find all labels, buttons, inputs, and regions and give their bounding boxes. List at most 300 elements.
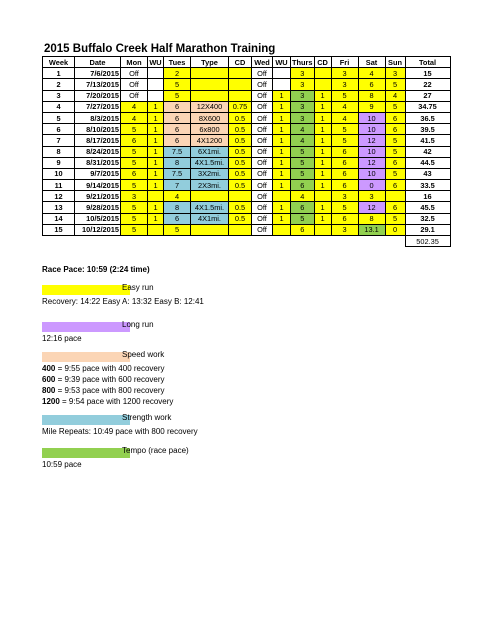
table-cell: 4X1mi. (191, 213, 229, 224)
column-header: Type (191, 57, 229, 68)
table-cell: 1 (148, 101, 164, 112)
table-cell: 6 (164, 112, 191, 123)
table-cell: 7/13/2015 (75, 79, 121, 90)
table-cell: Off (252, 213, 273, 224)
table-cell: 3 (121, 191, 148, 202)
table-cell: Off (252, 224, 273, 235)
table-cell: 4 (358, 68, 385, 79)
table-cell: 8 (358, 213, 385, 224)
table-cell: 9/7/2015 (75, 168, 121, 179)
table-row (43, 112, 451, 123)
table-cell: 6 (385, 202, 405, 213)
grand-total-row (43, 236, 451, 247)
table-cell: 5 (121, 124, 148, 135)
column-header: Total (405, 57, 450, 68)
column-header: Tues (164, 57, 191, 68)
table-cell: 12 (358, 135, 385, 146)
table-cell: 5 (331, 202, 358, 213)
table-cell: 41.5 (405, 135, 450, 146)
table-cell: 9/21/2015 (75, 191, 121, 202)
table-cell: 1 (273, 157, 291, 168)
description-text: = 9:39 pace with 600 recovery (55, 375, 165, 384)
table-cell (229, 79, 252, 90)
table-cell: 9/14/2015 (75, 180, 121, 191)
column-header: Date (75, 57, 121, 68)
table-cell: 2 (43, 79, 75, 90)
table-cell: 1 (148, 168, 164, 179)
table-cell (191, 224, 229, 235)
table-cell: 8 (164, 157, 191, 168)
table-cell: 5 (121, 213, 148, 224)
table-cell: Off (252, 79, 273, 90)
table-cell: 5 (385, 135, 405, 146)
empty-cell (164, 236, 191, 247)
table-cell (314, 79, 331, 90)
empty-cell (121, 236, 148, 247)
table-cell: 1 (148, 180, 164, 191)
description-text: = 9:53 pace with 800 recovery (55, 386, 165, 395)
table-cell: Off (252, 90, 273, 101)
table-cell: 5 (164, 90, 191, 101)
table-cell: 1 (148, 213, 164, 224)
table-row (43, 124, 451, 135)
legend-description (42, 396, 173, 407)
table-cell: 10 (358, 146, 385, 157)
empty-cell (75, 236, 121, 247)
table-cell: 32.5 (405, 213, 450, 224)
table-cell: 9 (358, 101, 385, 112)
table-cell: 1 (273, 202, 291, 213)
legend-swatch-strength (42, 415, 130, 425)
description-text: Recovery: 14:22 Easy A: 13:32 Easy B: 12:41 (42, 297, 204, 306)
table-cell: 0.5 (229, 213, 252, 224)
table-cell: 6 (358, 79, 385, 90)
table-cell: 27 (405, 90, 450, 101)
table-cell (148, 79, 164, 90)
table-cell: Off (252, 68, 273, 79)
table-cell: 6 (164, 101, 191, 112)
table-cell (148, 90, 164, 101)
table-row (43, 213, 451, 224)
table-cell: 3 (291, 90, 315, 101)
distance-label: 400 (42, 364, 56, 373)
table-cell: 7/6/2015 (75, 68, 121, 79)
table-cell: 4 (121, 101, 148, 112)
table-cell: 11 (43, 180, 75, 191)
legend-description (42, 296, 204, 307)
table-cell: 7.5 (164, 168, 191, 179)
table-cell: 16 (405, 191, 450, 202)
table-cell (148, 191, 164, 202)
empty-cell (385, 236, 405, 247)
table-row (43, 79, 451, 90)
table-cell: 9/28/2015 (75, 202, 121, 213)
table-row (43, 224, 451, 235)
table-cell: 6 (331, 180, 358, 191)
table-cell: 4X1.5mi. (191, 157, 229, 168)
table-cell (148, 224, 164, 235)
table-cell: 14 (43, 213, 75, 224)
table-cell: 1 (314, 90, 331, 101)
table-cell: 3 (291, 101, 315, 112)
table-cell: 6 (385, 124, 405, 135)
table-cell: 4 (43, 101, 75, 112)
description-text: 10:59 pace (42, 460, 82, 469)
table-cell: 3 (43, 90, 75, 101)
table-cell: 5 (291, 157, 315, 168)
legend-label-long: Long run (122, 320, 154, 329)
table-cell (229, 224, 252, 235)
table-cell: 0 (358, 180, 385, 191)
table-cell: 12X400 (191, 101, 229, 112)
table-cell (148, 68, 164, 79)
empty-cell (331, 236, 358, 247)
table-cell: 0.5 (229, 168, 252, 179)
distance-label: 1200 (42, 397, 60, 406)
table-cell: 5 (385, 146, 405, 157)
table-cell: Off (252, 157, 273, 168)
table-cell: 6 (291, 180, 315, 191)
table-cell (385, 191, 405, 202)
table-cell (229, 191, 252, 202)
table-cell: 1 (43, 68, 75, 79)
table-cell: 4 (121, 112, 148, 123)
table-cell: 1 (314, 101, 331, 112)
table-cell: 4 (291, 191, 315, 202)
table-cell: 6 (331, 157, 358, 168)
table-cell: 7.5 (164, 146, 191, 157)
table-cell: 0 (385, 224, 405, 235)
empty-cell (229, 236, 252, 247)
table-cell: 10/5/2015 (75, 213, 121, 224)
table-cell (314, 68, 331, 79)
table-cell: 6 (164, 135, 191, 146)
table-cell: 1 (314, 202, 331, 213)
table-cell: 7 (43, 135, 75, 146)
table-cell: 36.5 (405, 112, 450, 123)
table-cell: 29.1 (405, 224, 450, 235)
table-cell: 10 (358, 168, 385, 179)
table-cell (191, 68, 229, 79)
table-cell: 1 (314, 168, 331, 179)
table-cell (191, 90, 229, 101)
table-cell: 4X1200 (191, 135, 229, 146)
table-cell: 1 (148, 202, 164, 213)
table-cell: 4 (331, 112, 358, 123)
table-cell: 1 (314, 146, 331, 157)
description-text: = 9:54 pace with 1200 recovery (59, 397, 174, 406)
table-cell: 13 (43, 202, 75, 213)
column-header: Fri (331, 57, 358, 68)
table-cell (191, 191, 229, 202)
table-cell: 0.5 (229, 202, 252, 213)
description-text: 12:16 pace (42, 334, 82, 343)
grand-total: 502.35 (405, 236, 450, 247)
table-row (43, 68, 451, 79)
table-cell: 6 (43, 124, 75, 135)
table-cell: 5 (121, 202, 148, 213)
table-cell: 0.5 (229, 112, 252, 123)
table-cell: 3 (331, 68, 358, 79)
table-cell: 5 (164, 224, 191, 235)
table-cell: 8/24/2015 (75, 146, 121, 157)
table-cell (314, 191, 331, 202)
table-cell: 8 (358, 90, 385, 101)
table-cell: Off (252, 191, 273, 202)
table-cell: 1 (148, 135, 164, 146)
table-cell: 6 (164, 213, 191, 224)
table-cell: 5 (331, 90, 358, 101)
table-cell (273, 191, 291, 202)
table-cell: Off (252, 180, 273, 191)
legend-description (42, 363, 165, 374)
table-cell: 13.1 (358, 224, 385, 235)
empty-cell (252, 236, 273, 247)
table-cell (273, 68, 291, 79)
race-pace: Race Pace: 10:59 (2:24 time) (42, 265, 150, 274)
table-cell: 8/17/2015 (75, 135, 121, 146)
table-cell: 1 (314, 135, 331, 146)
table-cell: 5 (385, 213, 405, 224)
empty-cell (273, 236, 291, 247)
table-cell: 12 (43, 191, 75, 202)
table-cell: 1 (273, 168, 291, 179)
page-title: 2015 Buffalo Creek Half Marathon Training (44, 43, 276, 55)
legend-swatch-tempo (42, 448, 130, 458)
legend-label-tempo: Tempo (race pace) (122, 446, 189, 455)
table-cell (191, 79, 229, 90)
table-cell: 10 (358, 124, 385, 135)
empty-cell (314, 236, 331, 247)
table-row (43, 146, 451, 157)
table-cell: 6 (121, 135, 148, 146)
table-cell: 3 (331, 79, 358, 90)
table-cell: 4 (164, 191, 191, 202)
table-cell: 1 (148, 124, 164, 135)
table-cell: 34.75 (405, 101, 450, 112)
training-table (42, 56, 451, 247)
table-cell: 1 (273, 101, 291, 112)
table-cell: 6 (291, 202, 315, 213)
column-header: Sun (385, 57, 405, 68)
table-cell: Off (121, 68, 148, 79)
legend-label-easy: Easy run (122, 283, 154, 292)
table-cell: 12 (358, 202, 385, 213)
table-cell: 10/12/2015 (75, 224, 121, 235)
table-cell: 6 (385, 112, 405, 123)
table-cell: 44.5 (405, 157, 450, 168)
column-header: Thurs (292, 57, 313, 67)
column-header: CD (314, 57, 331, 68)
empty-cell (291, 236, 315, 247)
table-cell: 5 (385, 79, 405, 90)
table-cell: Off (252, 202, 273, 213)
table-row (43, 135, 451, 146)
table-cell: 8X600 (191, 112, 229, 123)
table-cell: 45.5 (405, 202, 450, 213)
legend-description (42, 426, 198, 437)
table-cell: 43 (405, 168, 450, 179)
table-cell: Off (252, 112, 273, 123)
legend-swatch-speed (42, 352, 130, 362)
table-cell: Off (252, 101, 273, 112)
description-text: = 9:55 pace with 400 recovery (55, 364, 165, 373)
table-cell (229, 90, 252, 101)
column-header: Mon (121, 57, 148, 68)
table-cell: 6 (291, 224, 315, 235)
legend-description (42, 385, 165, 396)
table-cell: 6 (331, 146, 358, 157)
table-cell: 1 (273, 213, 291, 224)
table-cell: 7 (164, 180, 191, 191)
column-header: Sat (358, 57, 385, 68)
legend-swatch-long (42, 322, 130, 332)
table-cell: 0.5 (229, 146, 252, 157)
table-cell: Off (252, 124, 273, 135)
table-cell: 5 (121, 224, 148, 235)
table-row (43, 191, 451, 202)
description-text: Mile Repeats: 10:49 pace with 800 recovery (42, 427, 198, 436)
table-row (43, 101, 451, 112)
table-cell: 8/3/2015 (75, 112, 121, 123)
table-cell: 5 (121, 146, 148, 157)
table-cell: 5 (385, 101, 405, 112)
empty-cell (148, 236, 164, 247)
table-cell: 0.5 (229, 124, 252, 135)
table-cell: 3X2mi. (191, 168, 229, 179)
table-cell: 3 (291, 112, 315, 123)
table-cell: 0.75 (229, 101, 252, 112)
table-cell: 1 (314, 180, 331, 191)
table-cell: 33.5 (405, 180, 450, 191)
table-cell: 3 (358, 191, 385, 202)
table-cell: 8/10/2015 (75, 124, 121, 135)
table-cell: 6 (164, 124, 191, 135)
column-header: Week (43, 57, 75, 68)
table-cell: 6X1mi. (191, 146, 229, 157)
table-header-row (43, 57, 451, 68)
table-cell: 8/31/2015 (75, 157, 121, 168)
distance-label: 600 (42, 375, 56, 384)
table-cell: 3 (385, 68, 405, 79)
table-cell: 9 (43, 157, 75, 168)
table-cell: 4 (291, 124, 315, 135)
distance-label: 800 (42, 386, 56, 395)
table-cell: 6x800 (191, 124, 229, 135)
table-cell: 12 (358, 157, 385, 168)
table-cell: 6 (331, 213, 358, 224)
table-cell: 4 (331, 101, 358, 112)
table-row (43, 168, 451, 179)
table-cell: 5 (291, 146, 315, 157)
table-cell: 8 (43, 146, 75, 157)
table-cell: 6 (385, 180, 405, 191)
table-cell: 1 (273, 112, 291, 123)
table-row (43, 157, 451, 168)
empty-cell (191, 236, 229, 247)
table-cell: 1 (273, 124, 291, 135)
column-header: CD (229, 57, 252, 68)
legend-description (42, 459, 82, 470)
table-cell: 7/27/2015 (75, 101, 121, 112)
table-cell: 5 (291, 168, 315, 179)
table-cell: 22 (405, 79, 450, 90)
table-cell (229, 68, 252, 79)
table-cell: 10 (358, 112, 385, 123)
table-cell: 5 (121, 157, 148, 168)
table-cell: 0.5 (229, 180, 252, 191)
table-cell: 1 (273, 90, 291, 101)
table-cell: 5 (385, 168, 405, 179)
table-cell: 5 (43, 112, 75, 123)
legend-description (42, 333, 82, 344)
table-cell: 1 (314, 157, 331, 168)
table-cell: 10 (43, 168, 75, 179)
table-cell: 15 (405, 68, 450, 79)
table-cell: 5 (164, 79, 191, 90)
table-cell: 4 (385, 90, 405, 101)
table-cell: Off (252, 146, 273, 157)
table-cell: 6 (385, 157, 405, 168)
table-cell: Off (252, 168, 273, 179)
table-cell: 2 (164, 68, 191, 79)
column-header: WU (149, 57, 162, 67)
table-cell: 7/20/2015 (75, 90, 121, 101)
table-cell: 1 (273, 135, 291, 146)
table-cell: 8 (164, 202, 191, 213)
table-cell: 15 (43, 224, 75, 235)
table-cell: 1 (273, 146, 291, 157)
table-cell: 1 (148, 112, 164, 123)
table-cell: 5 (331, 135, 358, 146)
table-cell: 6 (331, 168, 358, 179)
legend-label-strength: Strength work (122, 413, 172, 422)
legend-description (42, 374, 165, 385)
empty-cell (43, 236, 75, 247)
table-cell: 1 (148, 146, 164, 157)
table-cell: 0.5 (229, 157, 252, 168)
legend-label-speed: Speed work (122, 350, 165, 359)
table-row (43, 90, 451, 101)
table-cell: 1 (314, 124, 331, 135)
table-cell: 0.5 (229, 135, 252, 146)
empty-cell (358, 236, 385, 247)
table-cell: 5 (331, 124, 358, 135)
table-cell: 3 (291, 79, 315, 90)
table-cell: 5 (121, 180, 148, 191)
table-cell (314, 224, 331, 235)
table-cell: 3 (291, 68, 315, 79)
table-cell: Off (121, 79, 148, 90)
table-cell: 1 (314, 213, 331, 224)
table-cell: 1 (314, 112, 331, 123)
table-cell (273, 79, 291, 90)
table-cell: Off (121, 90, 148, 101)
table-row (43, 180, 451, 191)
table-cell: 3 (331, 191, 358, 202)
table-cell: 39.5 (405, 124, 450, 135)
table-cell: 1 (273, 180, 291, 191)
table-cell: 2X3mi. (191, 180, 229, 191)
table-row (43, 202, 451, 213)
table-cell: 5 (291, 213, 315, 224)
table-cell: 3 (331, 224, 358, 235)
table-cell: 4 (291, 135, 315, 146)
column-header: WU (273, 57, 291, 68)
legend-swatch-easy (42, 285, 130, 295)
table-cell: 1 (148, 157, 164, 168)
table-cell: 42 (405, 146, 450, 157)
